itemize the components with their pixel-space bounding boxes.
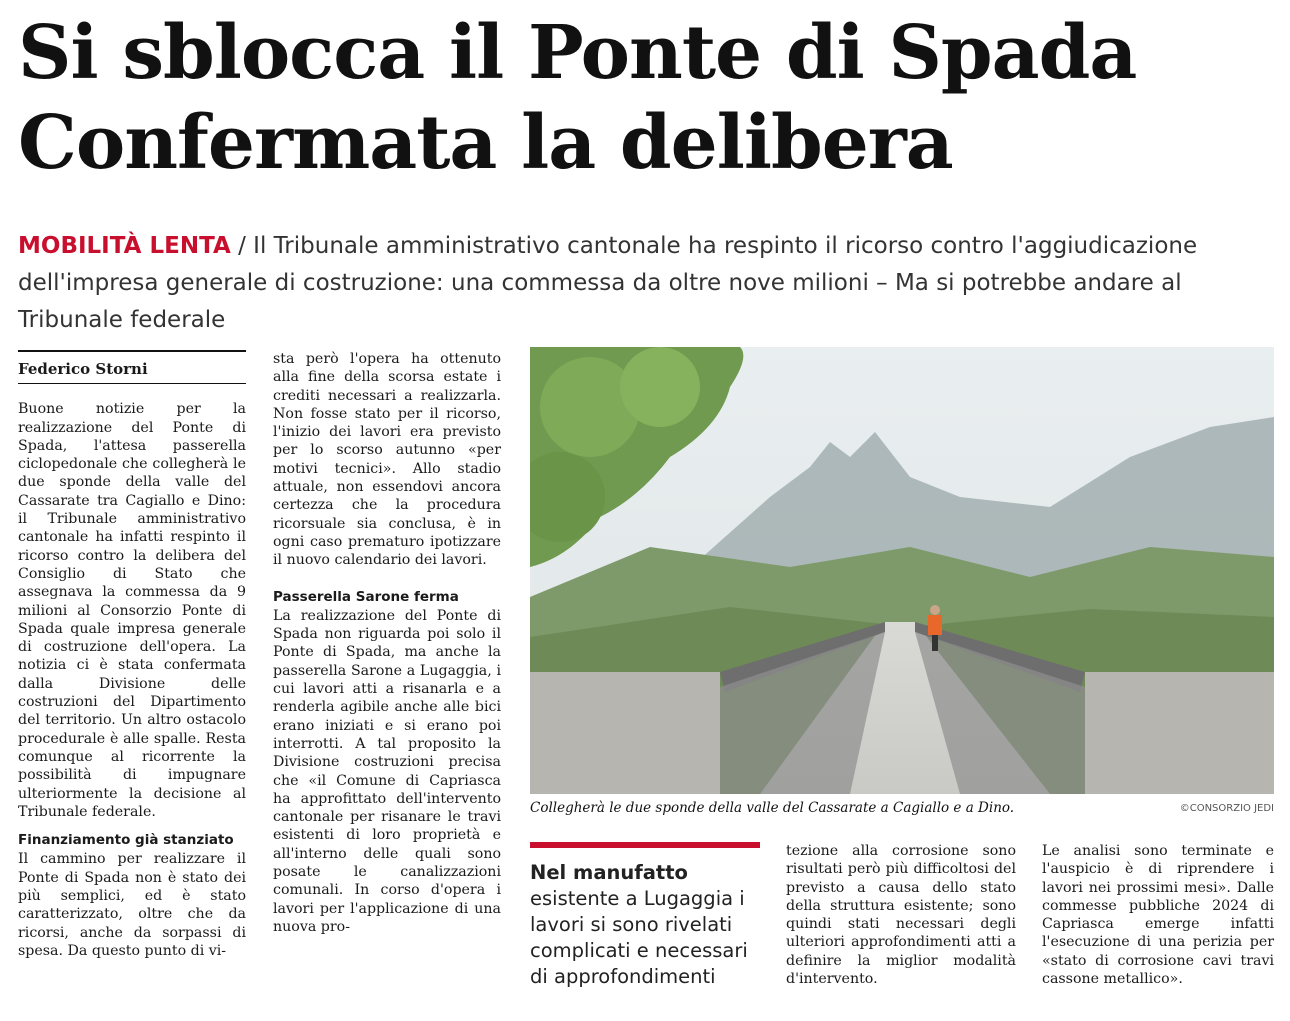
paragraph-3-start: La realizzazione del Ponte di Spada non riguarda poi solo il Ponte di Spada, ma anche la passerella Sarone a Lugaggia, i cui lavori atti a risanarla e a renderla agibile anche alle bici erano iniziati e si erano poi interrotti. A tal proposito la Divisione costruzioni precisa che «il Comune di Capriasca ha approfittato dell'intervento cantonale per risanare le travi esistenti di loro proprietà e all'interno delle quali sono posate le canalizzazioni comunali. In corso d'opera i lavori per l'applicazione di una nuova pro- [273,607,501,935]
subheadline [18,228,1268,339]
subhead-text: Il Tribunale amministrativo cantonale ha respinto il ricorso contro l'aggiudicazione dell'impresa generale di costruzione: una commessa da oltre nove milioni – Ma si potrebbe andare al Tribunale federale [18,233,1198,333]
bridge-illustration [530,347,1274,794]
pull-quote-text: esistente a Lugaggia i lavori si sono rivelati complicati e necessari di approfondimenti [530,887,748,988]
photo-credit: ©CONSORZIO JEDI [1179,803,1274,814]
article-column-4 [1042,842,1274,988]
article-column-1 [18,350,246,960]
author-byline: Federico Storni [18,360,148,378]
paragraph-4: Le analisi sono terminate e l'auspicio è di riprendere i lavori nei prossimi mesi». Dalle commesse pubbliche 2024 di Capriasca emerge infatti l'esecuzione di una perizia per «stato di corrosione cavi travi cassone metallico». [1042,843,1274,988]
photo-caption: Collegherà le due sponde della valle del Cassarate a Cagiallo e a Dino. [530,800,1015,816]
paragraph-2-start: Il cammino per realizzare il Ponte di Spada non è stato dei più semplici, ed è stato caratterizzato, oltre che da ricorsi, anche da sorpassi di spesa. Da questo punto di vi- [18,851,246,959]
headline-line-1: Si sblocca il Ponte di Spada [18,10,1137,96]
paragraph-1: Buone notizie per la realizzazione del Ponte di Spada, l'attesa passerella ciclopedonale che collegherà le due sponde della valle del Cassarate tra Cagiallo e Dino: il Tribunale amministrativo cantonale ha infatti respinto il ricorso contro la delibera del Consiglio di Stato che assegnava la commessa da 9 milioni al Consorzio Ponte di Spada quale impresa generale di costruzione dell'opera. La notizia ci è stata confermata dalla Divisione delle costruzioni del Dipartimento del territorio. Un altro ostacolo procedurale è alle spalle. Resta comunque al ricorrente la possibilità di impugnare ulteriormente la decisione al Tribunale federale. [18,401,246,820]
paragraph-3-end: tezione alla corrosione sono risultati però più difficoltosi del previsto a causa dello stato della struttura esistente; sono quindi stati necessari degli ulteriori approfondimenti atti a definire la miglior modalità d'intervento. [786,843,1016,988]
pull-quote [530,842,760,990]
kicker-separator: / [230,233,254,259]
pull-quote-title: Nel manufatto [530,861,688,884]
section-kicker: MOBILITÀ LENTA [18,233,231,259]
paragraph-2-end: sta però l'opera ha ottenuto alla fine della scorsa estate i crediti necessari a realizzarla. Non fosse stato per il ricorso, l'inizio dei lavori era previsto per lo scorso autunno «per motivi tecnici». Allo stadio attuale, non essendovi ancora certezza che la procedura ricorsuale sia conclusa, è in ogni caso prematuro ipotizzare il nuovo calendario dei lavori. [273,351,501,569]
headline [18,8,1278,188]
section-heading-financing: Finanziamento già stanziato [18,832,234,849]
section-heading-sarone: Passerella Sarone ferma [273,588,459,605]
article-column-2 [273,350,501,936]
article-column-3 [786,842,1016,988]
headline-line-2: Confermata la delibera [18,100,953,186]
byline-box [18,350,246,384]
bridge-rendering-image [530,347,1274,794]
